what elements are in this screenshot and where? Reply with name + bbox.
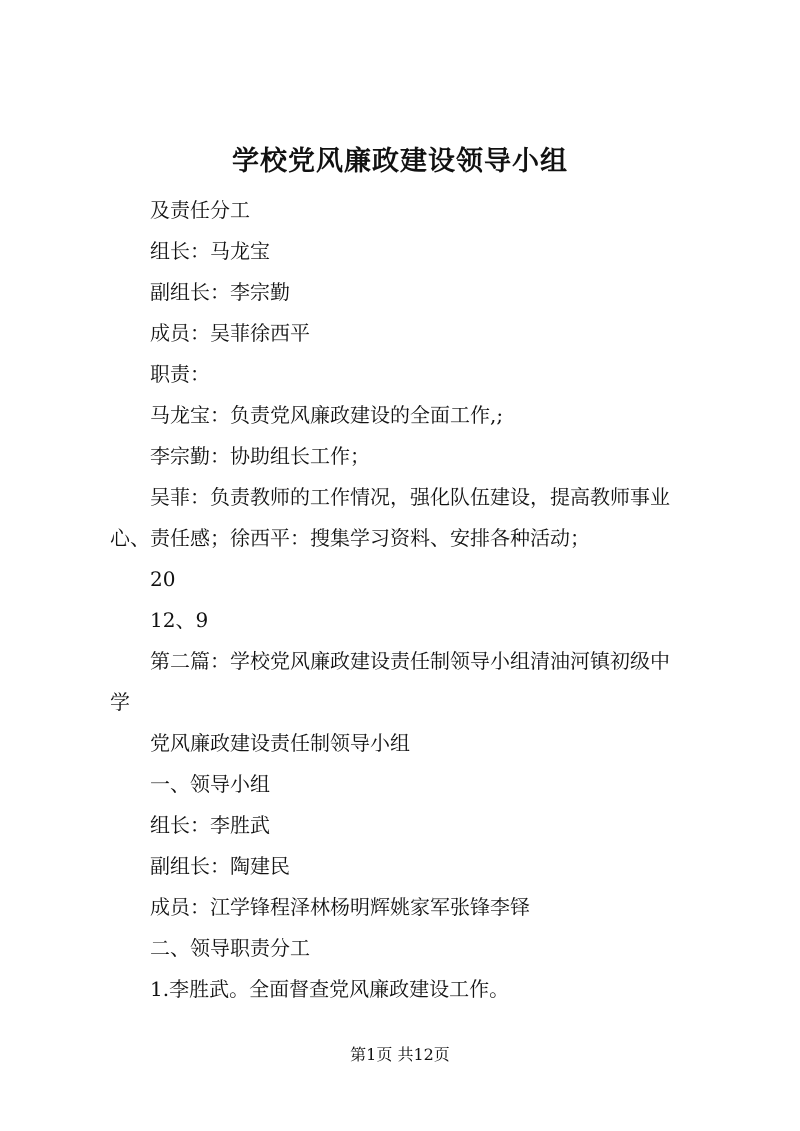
paragraph-line: 1.李胜武。全面督查党风廉政建设工作。 — [150, 977, 510, 1001]
paragraph-line: 职责： — [150, 362, 210, 386]
paragraph-line: 副组长：李宗勤 — [150, 280, 290, 304]
paragraph-line: 学 — [110, 690, 130, 714]
paragraph-line: 第二篇：学校党风廉政建设责任制领导小组清油河镇初级中 — [150, 649, 670, 673]
paragraph-line: 吴菲：负责教师的工作情况，强化队伍建设，提高教师事业 — [150, 485, 670, 509]
paragraph-line: 及责任分工 — [150, 198, 250, 222]
paragraph-line: 20 — [150, 567, 176, 591]
document-title: 学校党风廉政建设领导小组 — [232, 146, 568, 177]
paragraph-line: 马龙宝：负责党风廉政建设的全面工作,; — [150, 403, 504, 427]
paragraph-line: 成员：吴菲徐西平 — [150, 321, 310, 345]
paragraph-line: 成员：江学锋程泽林杨明辉姚家军张锋李铎 — [150, 895, 530, 919]
paragraph-line: 一、领导小组 — [150, 772, 270, 796]
paragraph-line: 李宗勤：协助组长工作； — [150, 444, 370, 468]
paragraph-line: 组长：李胜武 — [150, 813, 270, 837]
paragraph-line: 心、责任感；徐西平：搜集学习资料、安排各种活动； — [110, 526, 590, 550]
paragraph-line: 组长：马龙宝 — [150, 239, 270, 263]
paragraph-line: 二、领导职责分工 — [150, 936, 310, 960]
page-number-footer: 第1页 共12页 — [350, 1045, 450, 1064]
paragraph-line: 副组长：陶建民 — [150, 854, 290, 878]
paragraph-line: 党风廉政建设责任制领导小组 — [150, 731, 410, 755]
document-body — [110, 190, 710, 1010]
paragraph-line: 12、9 — [150, 608, 209, 632]
